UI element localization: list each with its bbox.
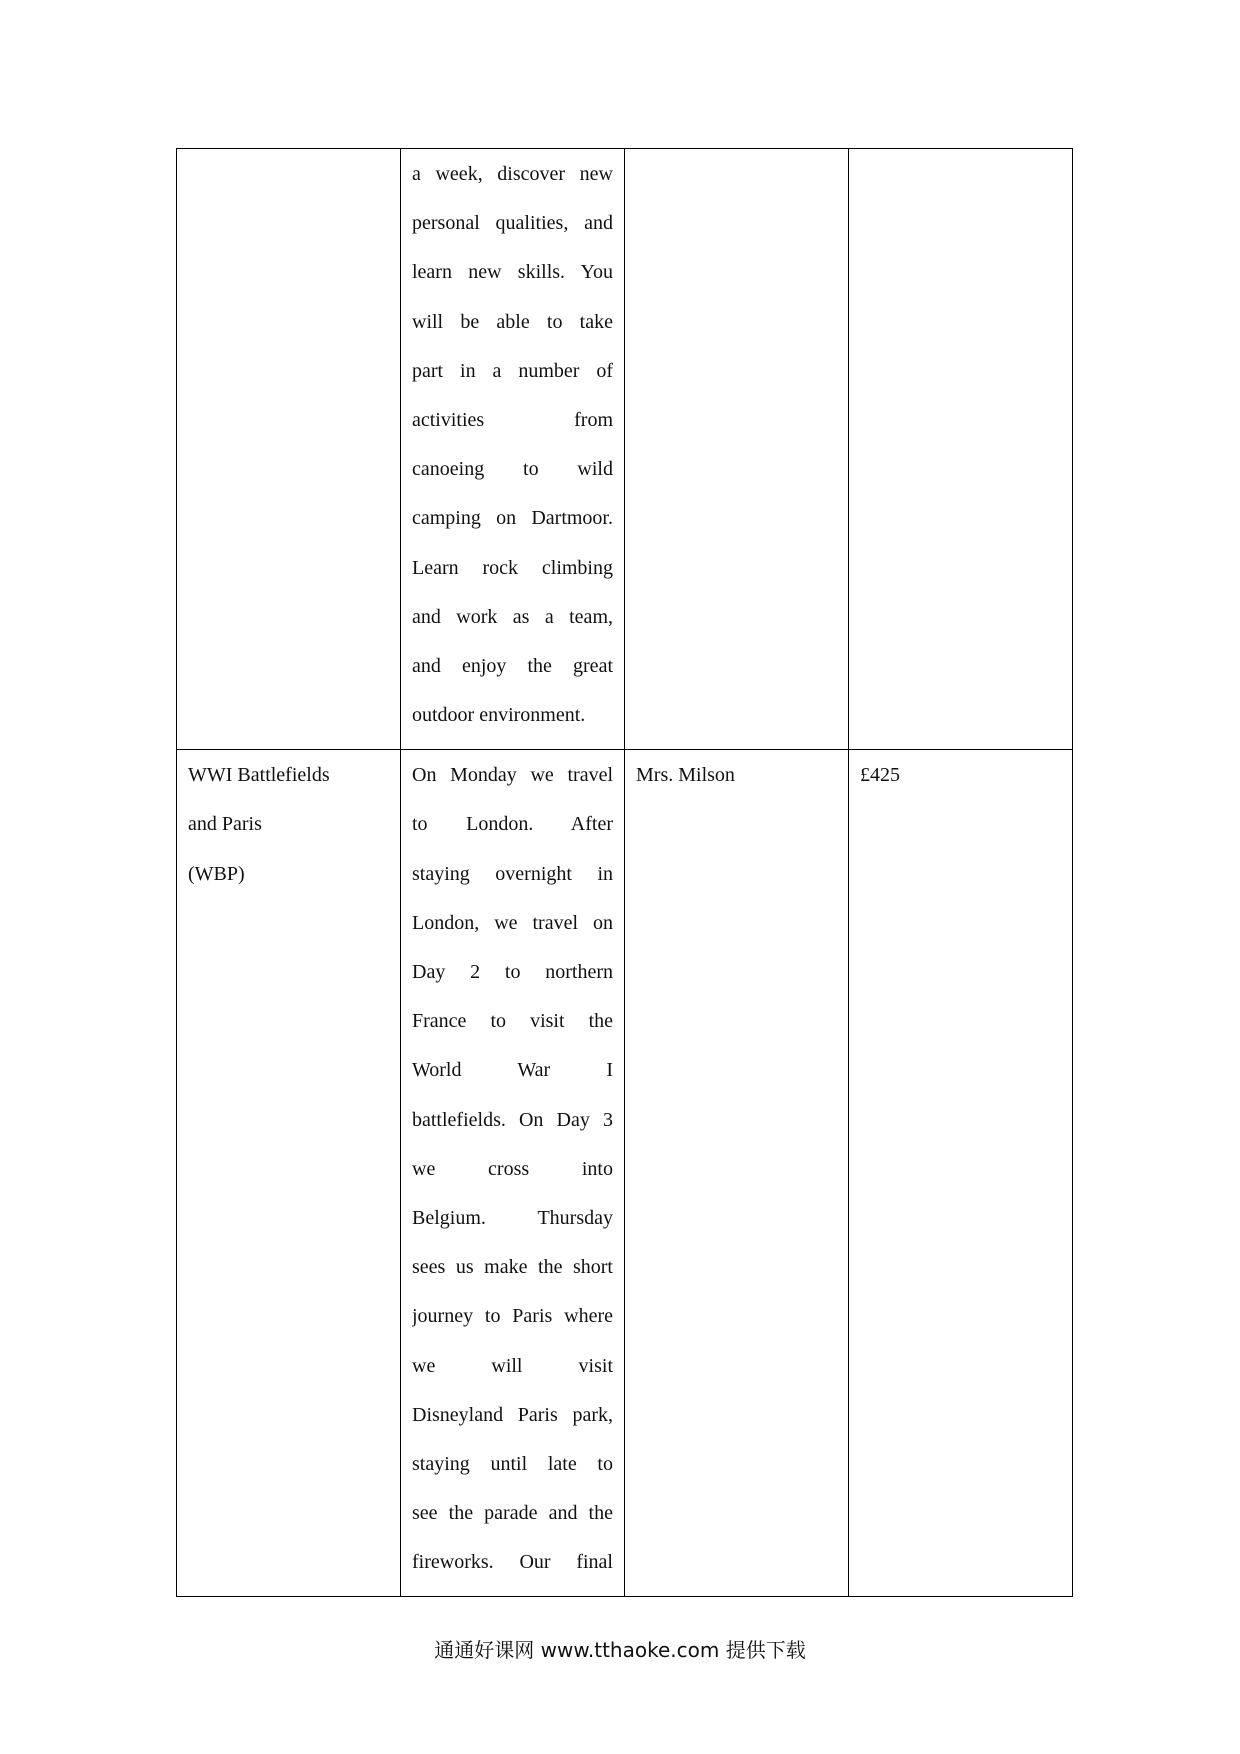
cell-text-line: WWI Battlefields xyxy=(188,764,330,787)
cell-text-line: learn new skills. You xyxy=(412,261,613,284)
cell-text-line: World War I xyxy=(412,1059,613,1082)
table-cell-teacher xyxy=(625,149,849,750)
table-cell-cost xyxy=(849,750,1073,1597)
cell-text-line: £425 xyxy=(860,764,900,787)
cell-text-line: a week, discover new xyxy=(412,163,613,185)
table-cell-trip-name xyxy=(177,750,401,1597)
table-cell-cost xyxy=(849,149,1073,750)
cell-text-line: Belgium. Thursday xyxy=(412,1206,613,1229)
cell-text-line: see the parade and the xyxy=(412,1502,613,1525)
cell-text-line: Disneyland Paris park, xyxy=(412,1403,613,1426)
cell-text-line: (WBP) xyxy=(188,862,245,885)
table-cell-description xyxy=(401,750,625,1597)
table-cell-teacher xyxy=(625,750,849,1597)
cell-text-line: France to visit the xyxy=(412,1010,613,1033)
cell-text-line: we will visit xyxy=(412,1354,613,1377)
cell-text-line: canoeing to wild xyxy=(412,458,613,481)
cell-text-line: journey to Paris where xyxy=(412,1305,613,1328)
cell-text-line: to London. After xyxy=(412,813,613,836)
cell-text-line: On Monday we travel xyxy=(412,764,613,787)
cell-text-line: will be able to take xyxy=(412,310,613,333)
table-row xyxy=(177,750,1073,1597)
cell-text-line: activities from xyxy=(412,408,613,431)
cell-text-line: personal qualities, and xyxy=(412,212,613,235)
cell-text-line: and work as a team, xyxy=(412,605,613,628)
cell-text-line: Day 2 to northern xyxy=(412,961,613,983)
cell-text-line: Learn rock climbing xyxy=(412,556,613,579)
cell-text-line: and enjoy the great xyxy=(412,654,613,677)
cell-text-line: part in a number of xyxy=(412,359,613,382)
footer-watermark-text: 通通好课网 www.tthaoke.com 提供下载 xyxy=(434,1638,806,1662)
table-cell-trip-name xyxy=(177,149,401,750)
activities-table xyxy=(176,148,1073,1597)
cell-text-line: battlefields. On Day 3 xyxy=(412,1108,613,1131)
cell-text-line: staying until late to xyxy=(412,1452,613,1475)
cell-text-line: camping on Dartmoor. xyxy=(412,507,613,530)
cell-text-line: London, we travel on xyxy=(412,911,613,934)
cell-text-line: and Paris xyxy=(188,813,262,836)
cell-text-line: fireworks. Our final xyxy=(412,1551,613,1574)
cell-text-line: outdoor environment. xyxy=(412,704,586,727)
cell-text-line: staying overnight in xyxy=(412,862,613,885)
table-row xyxy=(177,149,1073,750)
cell-text-line: sees us make the short xyxy=(412,1256,613,1279)
cell-text-line: Mrs. Milson xyxy=(636,764,735,787)
cell-text-line: we cross into xyxy=(412,1157,613,1180)
table-cell-description xyxy=(401,149,625,750)
